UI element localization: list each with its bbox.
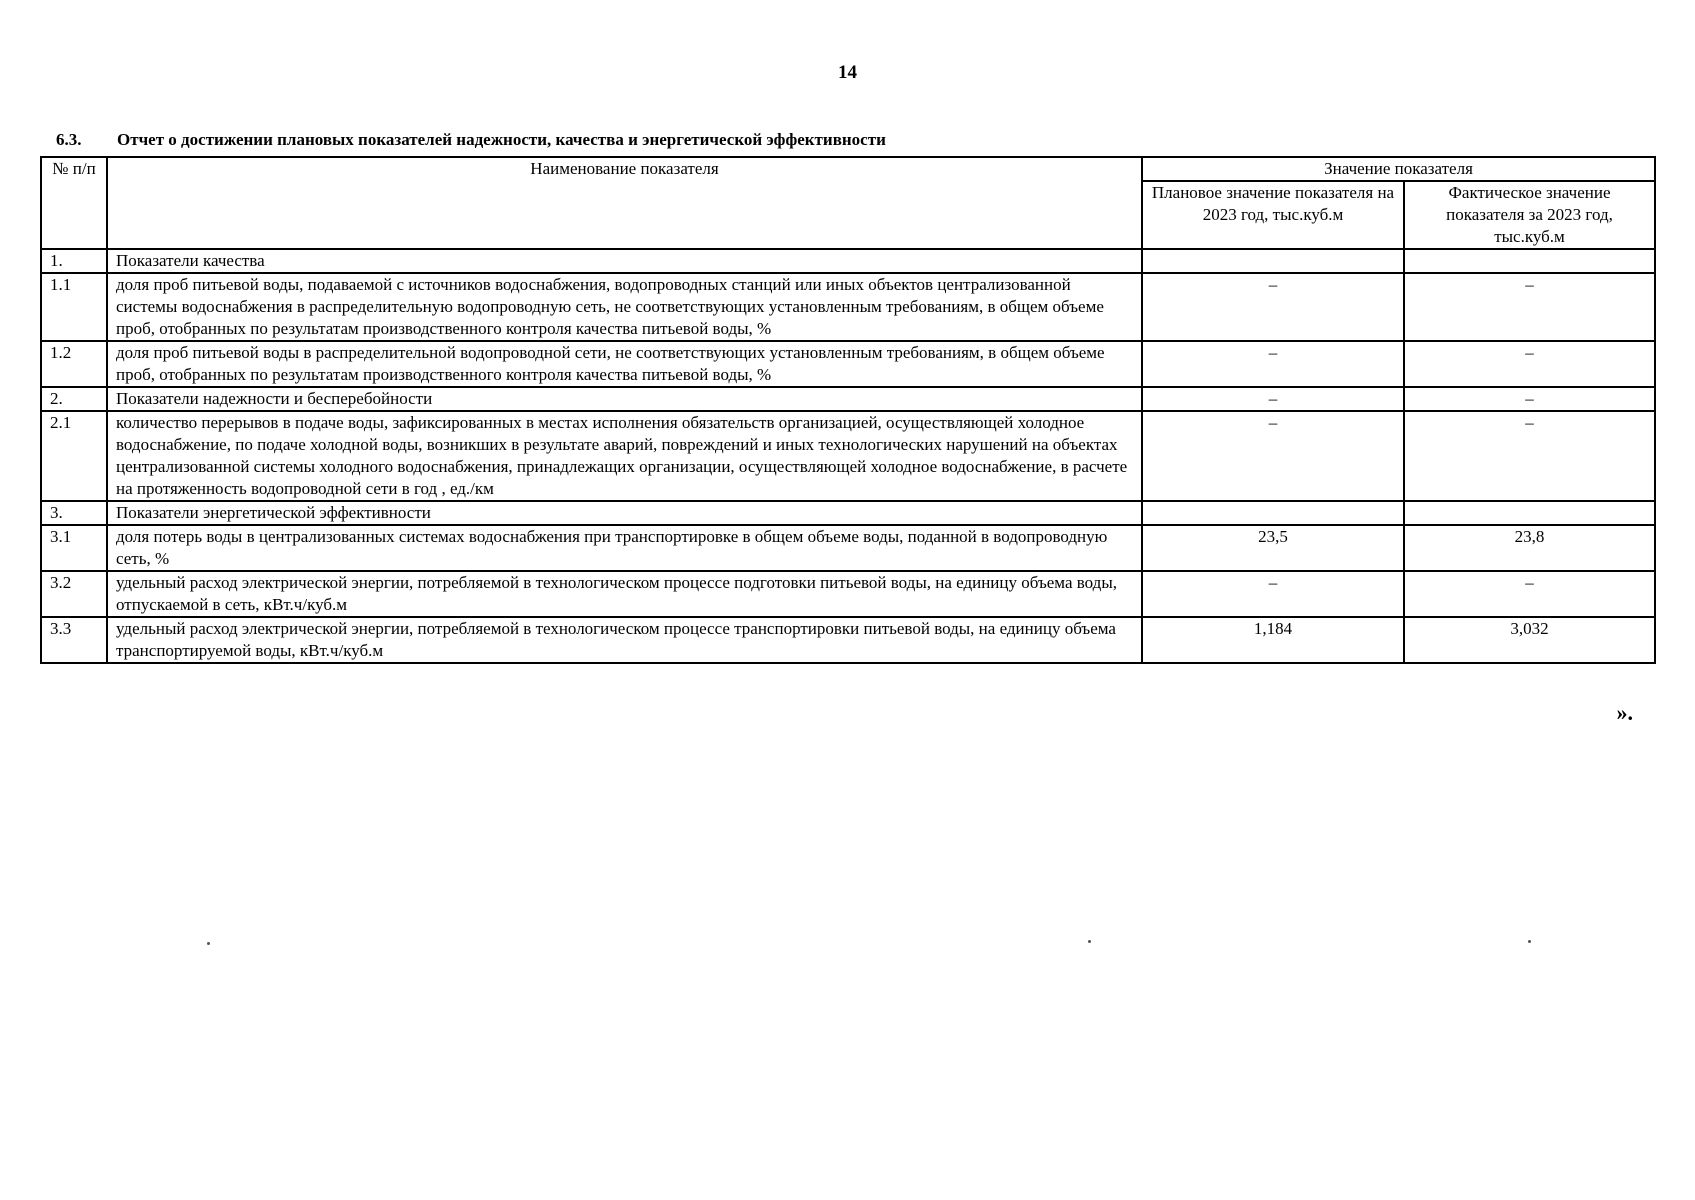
header-number: № п/п — [41, 157, 107, 249]
header-value-group: Значение показателя — [1142, 157, 1655, 181]
row-fact-value: – — [1404, 341, 1655, 387]
table-row — [41, 273, 1655, 341]
table-row — [41, 387, 1655, 411]
row-indicator-name: Показатели энергетической эффективности — [107, 501, 1142, 525]
row-fact-value: – — [1404, 411, 1655, 501]
table-row — [41, 249, 1655, 273]
row-number: 1.1 — [41, 273, 107, 341]
section-heading — [56, 130, 886, 150]
row-indicator-name: удельный расход электрической энергии, потребляемой в технологическом процессе транспортировки питьевой воды, на единицу объема транспортируемой воды, кВт.ч/куб.м — [107, 617, 1142, 663]
row-number: 3.3 — [41, 617, 107, 663]
row-fact-value — [1404, 501, 1655, 525]
table-row — [41, 411, 1655, 501]
row-indicator-name: удельный расход электрической энергии, потребляемой в технологическом процессе подготовки питьевой воды, на единицу объема воды, отпускаемой в сеть, кВт.ч/куб.м — [107, 571, 1142, 617]
row-plan-value — [1142, 501, 1404, 525]
row-number: 2.1 — [41, 411, 107, 501]
scan-speck — [1528, 940, 1531, 943]
header-indicator-name: Наименование показателя — [107, 157, 1142, 249]
row-number: 3. — [41, 501, 107, 525]
row-fact-value: 3,032 — [1404, 617, 1655, 663]
header-fact-value: Фактическое значение показателя за 2023 год, тыс.куб.м — [1404, 181, 1655, 249]
row-number: 1. — [41, 249, 107, 273]
row-plan-value: – — [1142, 387, 1404, 411]
row-indicator-name: доля проб питьевой воды в распределительной водопроводной сети, не соответствующих установленным требованиям, в общем объеме проб, отобранных по результатам производственного контроля качества питьевой воды, % — [107, 341, 1142, 387]
section-number: 6.3. — [56, 130, 82, 149]
row-plan-value — [1142, 249, 1404, 273]
row-number: 3.1 — [41, 525, 107, 571]
closing-quote-mark: ». — [1616, 700, 1633, 725]
row-indicator-name: количество перерывов в подаче воды, зафиксированных в местах исполнения обязательств организацией, осуществляющей холодное водоснабжение, по подаче холодной воды, возникших в результате аварий, повреждений и иных технологических нарушений на объектах централизованной системы холодного водоснабжения, принадлежащих организации, осуществляющей холодное водоснабжение, в расчете на протяженность водопроводной сети в год , ед./км — [107, 411, 1142, 501]
row-plan-value: – — [1142, 341, 1404, 387]
row-indicator-name: доля проб питьевой воды, подаваемой с источников водоснабжения, водопроводных станций или иных объектов централизованной системы водоснабжения в распределительную водопроводную сеть, не соответствующих установленным требованиям, в общем объеме проб, отобранных по результатам производственного контроля качества питьевой воды, % — [107, 273, 1142, 341]
table-row — [41, 501, 1655, 525]
row-fact-value: – — [1404, 571, 1655, 617]
row-plan-value: 23,5 — [1142, 525, 1404, 571]
row-indicator-name: Показатели качества — [107, 249, 1142, 273]
row-indicator-name: доля потерь воды в централизованных системах водоснабжения при транспортировке в общем объеме воды, поданной в водопроводную сеть, % — [107, 525, 1142, 571]
table-row — [41, 525, 1655, 571]
section-title: Отчет о достижении плановых показателей надежности, качества и энергетической эффективности — [117, 130, 886, 149]
page-number: 14 — [838, 62, 857, 83]
row-number: 1.2 — [41, 341, 107, 387]
row-plan-value: – — [1142, 411, 1404, 501]
row-number: 3.2 — [41, 571, 107, 617]
row-plan-value: – — [1142, 571, 1404, 617]
row-fact-value — [1404, 249, 1655, 273]
header-plan-value: Плановое значение показателя на 2023 год, тыс.куб.м — [1142, 181, 1404, 249]
row-fact-value: – — [1404, 273, 1655, 341]
row-indicator-name: Показатели надежности и бесперебойности — [107, 387, 1142, 411]
table-row — [41, 617, 1655, 663]
indicators-table — [40, 156, 1656, 664]
table-row — [41, 341, 1655, 387]
row-fact-value: 23,8 — [1404, 525, 1655, 571]
table-row — [41, 571, 1655, 617]
row-plan-value: – — [1142, 273, 1404, 341]
scan-speck — [1088, 940, 1091, 943]
scan-speck — [207, 942, 210, 945]
row-plan-value: 1,184 — [1142, 617, 1404, 663]
row-number: 2. — [41, 387, 107, 411]
row-fact-value: – — [1404, 387, 1655, 411]
